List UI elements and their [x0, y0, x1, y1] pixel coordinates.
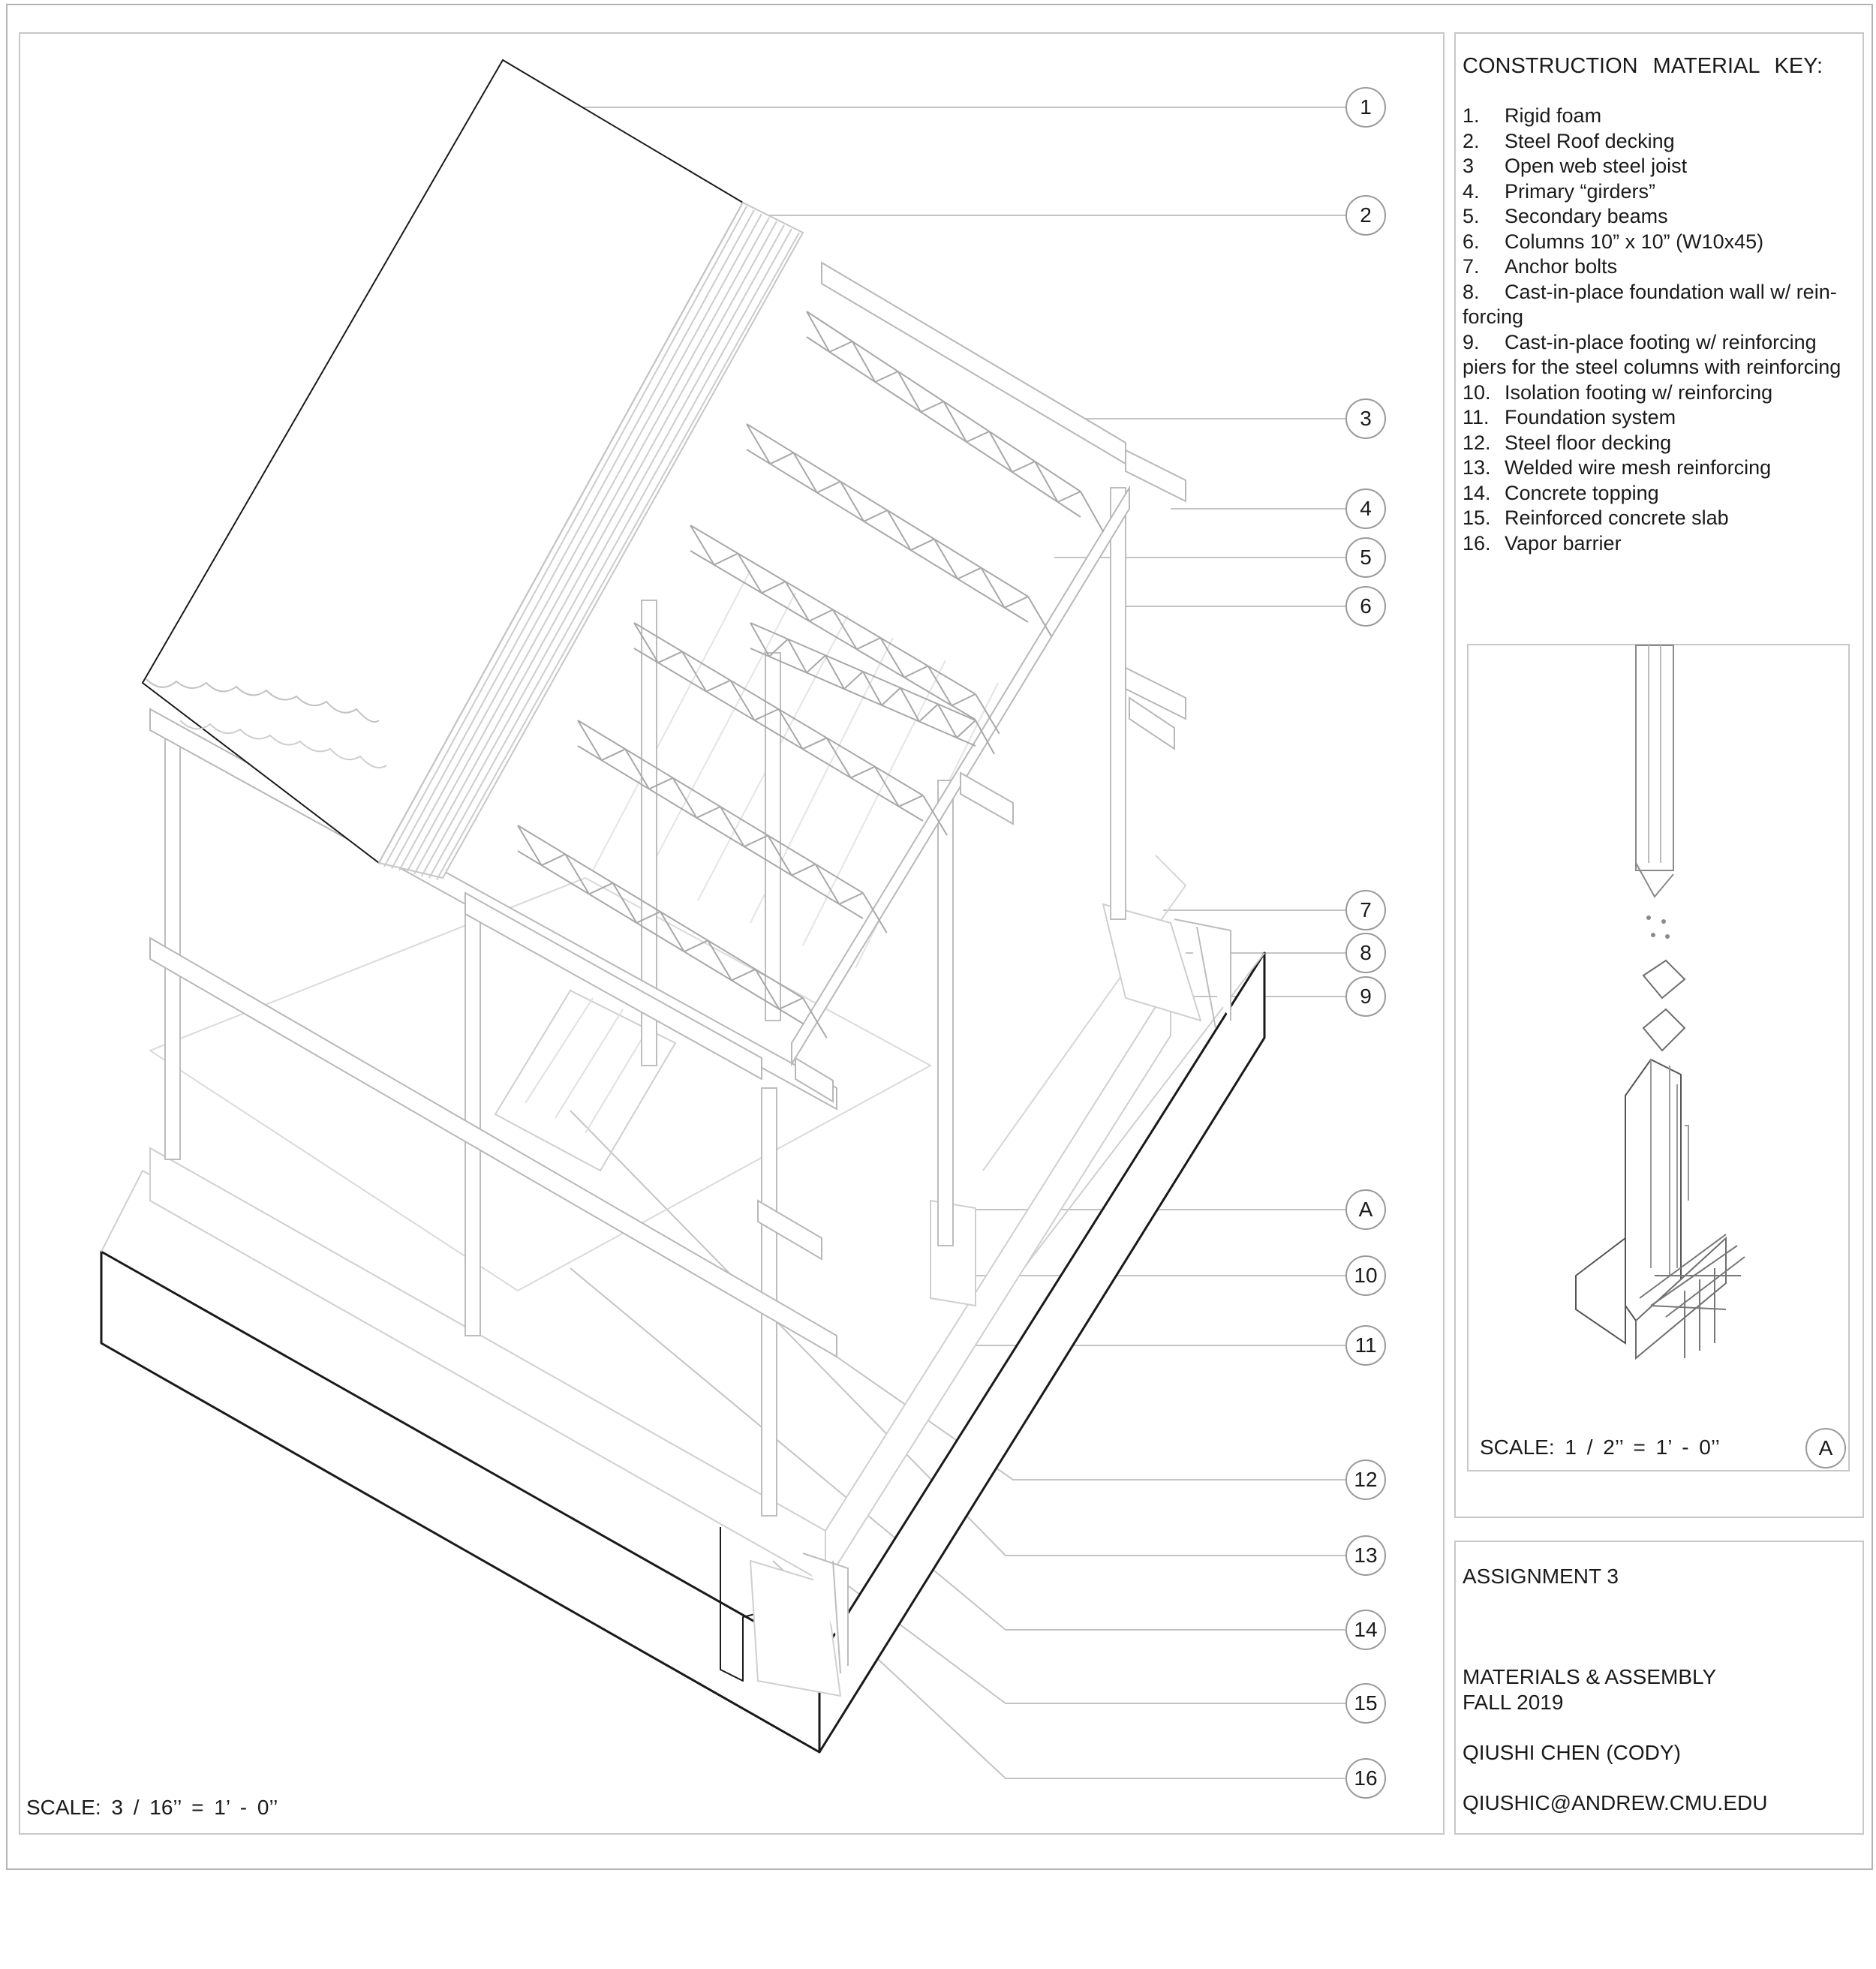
callout-4: 4: [1345, 488, 1386, 529]
callout-13: 13: [1345, 1535, 1386, 1576]
material-key-number: 13.: [1463, 456, 1491, 479]
material-key-title: CONSTRUCTION MATERIAL KEY:: [1463, 54, 1823, 78]
material-key-number: 16.: [1463, 531, 1491, 555]
material-key-item: [1463, 154, 1860, 179]
material-key-text: Foundation system: [1505, 406, 1676, 428]
material-key-item: [1463, 380, 1860, 406]
steel-beam: [961, 773, 1013, 824]
material-key-text: Columns 10” x 10” (W10x45): [1505, 230, 1764, 253]
material-key-text: Concrete topping: [1505, 481, 1659, 504]
material-key-number: 11.: [1463, 406, 1490, 428]
material-key-item: [1463, 355, 1860, 380]
assignment-title: ASSIGNMENT 3: [1463, 1565, 1619, 1588]
material-key-number: 1.: [1463, 104, 1480, 127]
material-key-number: 14.: [1463, 481, 1491, 504]
material-key-text: Secondary beams: [1505, 205, 1668, 227]
callout-a: A: [1345, 1189, 1386, 1230]
term: FALL 2019: [1463, 1691, 1564, 1714]
material-key-number: 7.: [1463, 255, 1480, 278]
material-key-item: [1463, 230, 1860, 255]
steel-column: [765, 653, 780, 1021]
material-key-text: piers for the steel columns with reinforcing: [1463, 356, 1841, 378]
material-key-number: 10.: [1463, 380, 1491, 404]
material-key-text: Steel floor decking: [1505, 431, 1672, 454]
material-key-text: Steel Roof decking: [1505, 129, 1675, 152]
material-key-number: 6.: [1463, 230, 1480, 253]
material-key-number: 8.: [1463, 280, 1480, 303]
material-key-item: [1463, 129, 1860, 155]
material-key-item: [1463, 204, 1860, 230]
material-key-item: [1463, 455, 1860, 481]
material-key-number: 15.: [1463, 507, 1491, 529]
steel-beam: [822, 263, 1126, 464]
callout-15: 15: [1345, 1683, 1386, 1724]
material-key-item: [1463, 179, 1860, 205]
callout-3: 3: [1345, 398, 1386, 439]
author-email: QIUSHIC@ANDREW.CMU.EDU: [1463, 1791, 1768, 1814]
material-key-item: [1463, 531, 1860, 557]
material-key-text: Anchor bolts: [1505, 255, 1618, 278]
foundation-base: [101, 855, 1264, 1752]
open-web-joist: [747, 424, 1051, 636]
material-key-item: [1463, 280, 1860, 305]
material-key-number: 4.: [1463, 179, 1480, 203]
callout-8: 8: [1345, 933, 1386, 973]
detail-a-column-base: [1576, 645, 1745, 1358]
open-web-joist: [690, 525, 1000, 734]
material-key-text: Reinforced concrete slab: [1505, 507, 1729, 529]
steel-column: [1111, 488, 1126, 919]
open-web-joist: [634, 623, 947, 835]
material-key-item: [1463, 104, 1860, 129]
callout-12: 12: [1345, 1459, 1386, 1500]
steel-beam: [1126, 450, 1186, 501]
callout-7: 7: [1345, 890, 1386, 930]
material-key-number: 2.: [1463, 129, 1480, 152]
callout-1: 1: [1345, 87, 1386, 128]
material-key-number: 3: [1463, 155, 1475, 177]
material-key-text: Welded wire mesh reinforcing: [1505, 456, 1772, 479]
author-name: QIUSHI CHEN (CODY): [1463, 1741, 1681, 1764]
callout-14: 14: [1345, 1610, 1386, 1650]
callout-2: 2: [1345, 195, 1386, 236]
material-key-text: Isolation footing w/ reinforcing: [1505, 380, 1773, 404]
material-key-item: [1463, 431, 1860, 456]
course-name: MATERIALS & ASSEMBLY: [1463, 1665, 1717, 1688]
material-key-item: [1463, 330, 1860, 356]
material-key-item: [1463, 506, 1860, 531]
material-key-text: Primary “girders”: [1505, 179, 1656, 203]
material-key-item: [1463, 254, 1860, 280]
steel-column: [938, 780, 953, 1246]
material-key-item: [1463, 405, 1860, 431]
callout-9: 9: [1345, 976, 1386, 1017]
material-key-text: Open web steel joist: [1505, 155, 1688, 177]
detail-scale: SCALE: 1 / 2’’ = 1’ - 0’’: [1480, 1435, 1720, 1459]
callout-16: 16: [1345, 1758, 1386, 1799]
material-key-number: 9.: [1463, 330, 1480, 353]
callout-11: 11: [1345, 1325, 1386, 1366]
material-key-list: [1463, 104, 1860, 556]
callout-6: 6: [1345, 586, 1386, 627]
material-key-text: Vapor barrier: [1505, 531, 1622, 555]
main-drawing-scale: SCALE: 3 / 16’’ = 1’ - 0’’: [26, 1796, 278, 1819]
material-key-item: [1463, 481, 1860, 507]
material-key-number: 5.: [1463, 205, 1480, 227]
material-key-item: [1463, 305, 1860, 330]
detail-a-tag: A: [1805, 1428, 1846, 1468]
roof-assembly: [143, 60, 803, 880]
material-key-text: Cast-in-place foundation wall w/ rein-: [1505, 280, 1837, 303]
material-key-number: 12.: [1463, 431, 1491, 454]
callout-10: 10: [1345, 1255, 1386, 1296]
material-key-text: Cast-in-place footing w/ reinforcing: [1505, 330, 1817, 353]
callout-5: 5: [1345, 537, 1386, 578]
steel-beam: [150, 938, 837, 1357]
material-key-text: Rigid foam: [1505, 104, 1602, 127]
material-key-text: forcing: [1463, 305, 1524, 328]
steel-beam: [465, 893, 762, 1079]
